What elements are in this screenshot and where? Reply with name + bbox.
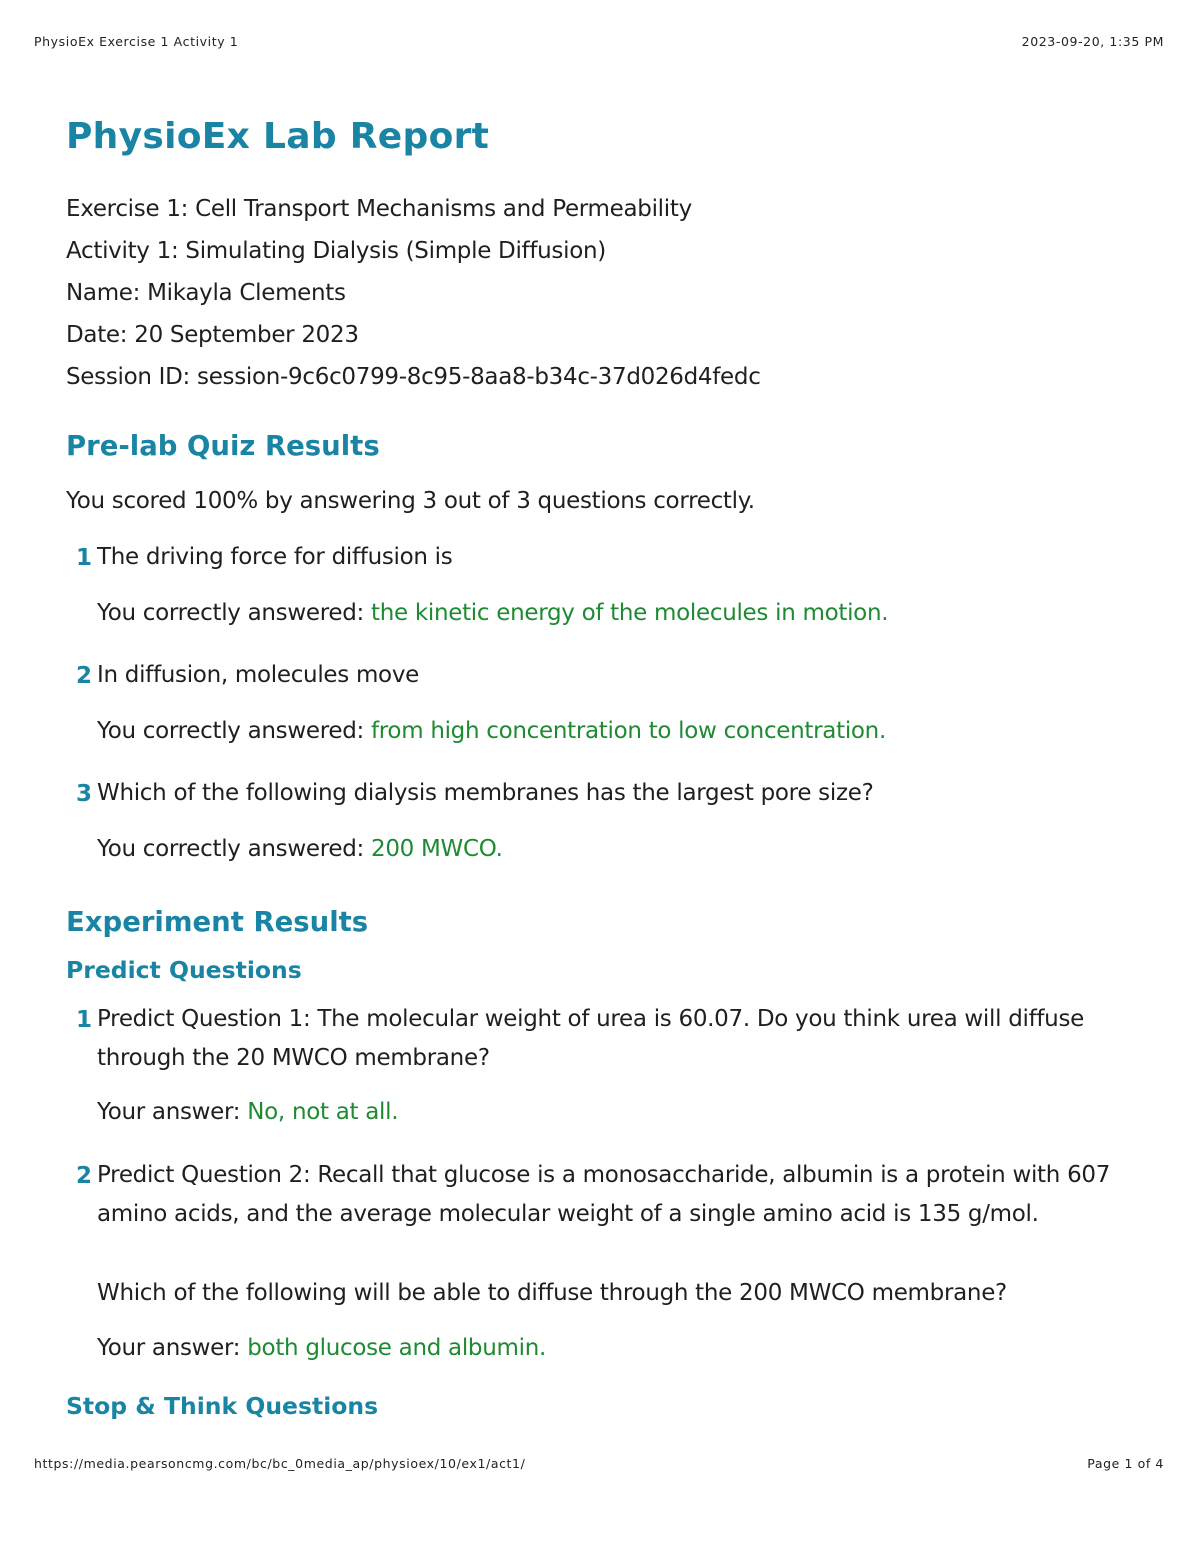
correct-answer: the kinetic energy of the molecules in motion. <box>370 600 889 626</box>
header-title: PhysioEx Exercise 1 Activity 1 <box>34 34 239 49</box>
session-id: Session ID: session-9c6c0799-8c95-8aa8-b34c-37d026d4fedc <box>66 364 761 390</box>
question-number: 2 <box>75 663 92 689</box>
student-name: Name: Mikayla Clements <box>66 280 346 306</box>
predict-heading: Predict Questions <box>66 956 302 984</box>
exercise-line: Exercise 1: Cell Transport Mechanisms and Permeability <box>66 196 692 222</box>
followup-question: Which of the following will be able to diffuse through the 200 MWCO membrane? <box>97 1280 1007 1306</box>
footer-url: https://media.pearsoncmg.com/bc/bc_0media_ap/physioex/10/ex1/act1/ <box>34 1456 526 1471</box>
your-answer: both glucose and albumin. <box>247 1335 546 1361</box>
answer-line: Your answer: No, not at all. <box>97 1099 399 1125</box>
prelab-heading: Pre-lab Quiz Results <box>66 430 380 462</box>
report-date: Date: 20 September 2023 <box>66 322 359 348</box>
prelab-score: You scored 100% by answering 3 out of 3 questions correctly. <box>66 488 755 514</box>
experiment-heading: Experiment Results <box>66 906 369 938</box>
activity-line: Activity 1: Simulating Dialysis (Simple Diffusion) <box>66 238 606 264</box>
question-number: 2 <box>75 1163 92 1189</box>
question-text: The driving force for diffusion is <box>97 544 453 570</box>
report-title: PhysioEx Lab Report <box>66 116 490 157</box>
question-number: 1 <box>75 1007 92 1033</box>
page-header <box>34 34 1164 49</box>
question-number: 1 <box>75 545 92 571</box>
question-text: Predict Question 1: The molecular weight of urea is 60.07. Do you think urea will diffuse through the 20 MWCO membrane? <box>97 1006 1084 1071</box>
answer-line: You correctly answered: from high concentration to low concentration. <box>97 718 886 744</box>
page-number: Page 1 of 4 <box>1087 1456 1164 1471</box>
question-number: 3 <box>75 781 92 807</box>
answer-line: Your answer: both glucose and albumin. <box>97 1335 546 1361</box>
correct-answer: from high concentration to low concentration. <box>370 718 886 744</box>
correct-answer: 200 MWCO. <box>370 836 503 862</box>
page-footer <box>34 1456 1164 1471</box>
answer-line: You correctly answered: 200 MWCO. <box>97 836 503 862</box>
question-text: Predict Question 2: Recall that glucose is a monosaccharide, albumin is a protein with 607 amino acids, and the average molecular weight of a single amino acid is 135 g/mol. <box>97 1162 1111 1227</box>
answer-line: You correctly answered: the kinetic energy of the molecules in motion. <box>97 600 889 626</box>
question-text: In diffusion, molecules move <box>97 662 419 688</box>
header-timestamp: 2023-09-20, 1:35 PM <box>1021 34 1164 49</box>
stop-think-heading: Stop & Think Questions <box>66 1392 379 1420</box>
your-answer: No, not at all. <box>247 1099 399 1125</box>
question-text: Which of the following dialysis membranes has the largest pore size? <box>97 780 874 806</box>
